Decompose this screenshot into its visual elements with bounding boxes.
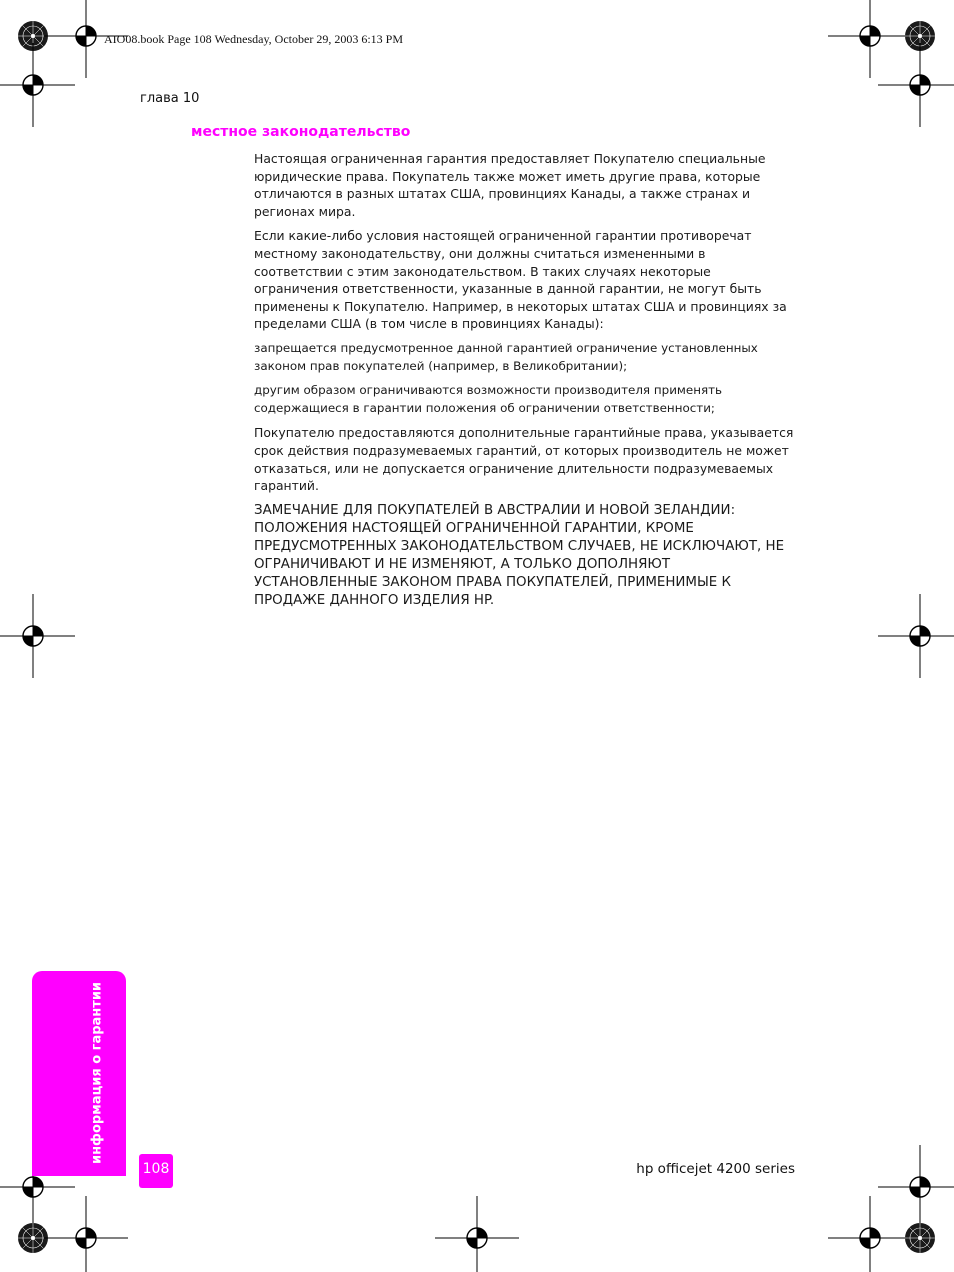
star-mark-bottom-left: [18, 1223, 48, 1253]
register-mark-right-upper: [878, 43, 954, 127]
register-mark-middle-left: [0, 594, 75, 678]
paragraph-list-item-3: Покупателю предоставляются дополнительные гарантийные права, указывается срок действия подразумеваемых гарантий, от которых производитель не может отказаться, или не допускается ограничение длительности подразумеваемых гарантий.: [254, 425, 794, 494]
side-tab: [32, 971, 126, 1176]
paragraph-intro: Настоящая ограниченная гарантия предоставляет Покупателю специальные юридические права. Покупатель также может иметь другие права, которые отличаются в разных штатах США, провинциях Канады, а также странах и регионах мира.: [254, 151, 766, 219]
side-tab-label: информация о гарантии: [89, 981, 105, 1165]
register-mark-left-upper: [0, 43, 75, 127]
pdf-book-header: AIO08.book Page 108 Wednesday, October 29, 2003 6:13 PM: [104, 32, 403, 46]
register-mark-top-right: [828, 0, 912, 78]
body-text: [254, 150, 797, 617]
chapter-label: глава 10: [140, 91, 200, 106]
register-mark-right-lower: [878, 1145, 954, 1229]
register-mark-bottom-center: [435, 1196, 519, 1272]
register-mark-bottom-left: [44, 1196, 128, 1272]
page-number: 108: [139, 1154, 173, 1188]
section-title: местное законодательство: [191, 124, 411, 140]
paragraph-list-item-2: другим образом ограничиваются возможности производителя применять содержащиеся в гарантии положения об ограничении ответственности;: [254, 383, 723, 415]
paragraph-notice-au-nz: ЗАМЕЧАНИЕ ДЛЯ ПОКУПАТЕЛЕЙ В АВСТРАЛИИ И НОВОЙ ЗЕЛАНДИИ: ПОЛОЖЕНИЯ НАСТОЯЩЕЙ ОГРАНИЧЕННОЙ ГАРАНТИИ, КРОМЕ ПРЕДУСМОТРЕННЫХ ЗАКОНОДАТЕЛЬСТВОМ СЛУЧАЕВ, НЕ ИСКЛЮЧАЮТ, НЕ ОГРАНИЧИВАЮТ И НЕ ИЗМЕНЯЮТ, А ТОЛЬКО ДОПОЛНЯЮТ УСТАНОВЛЕННЫЕ ЗАКОНОМ ПРАВА ПОКУПАТЕЛЕЙ, ПРИМЕНИМЫЕ К ПРОДАЖЕ ДАННОГО ИЗДЕЛИЯ HP.: [254, 502, 785, 608]
register-mark-middle-right: [878, 594, 954, 678]
star-mark-bottom-right: [905, 1223, 935, 1253]
paragraph-local-law: Если какие-либо условия настоящей ограниченной гарантии противоречат местному законодательству, они должны считаться измененными в соответствии с этим законодательством. В таких случаях некоторые ограничения ответственности, указанные в данной гарантии, не могут быть применены к Покупателю. Например, в некоторых штатах США и провинциях за пределами США (в том числе в провинциях Канады):: [254, 228, 787, 332]
register-mark-bottom-right: [828, 1196, 912, 1272]
footer-product-name: hp officejet 4200 series: [636, 1161, 795, 1177]
paragraph-list-item-1: запрещается предусмотренное данной гарантией ограничение установленных законом прав покупателей (например, в Великобритании);: [254, 340, 758, 373]
